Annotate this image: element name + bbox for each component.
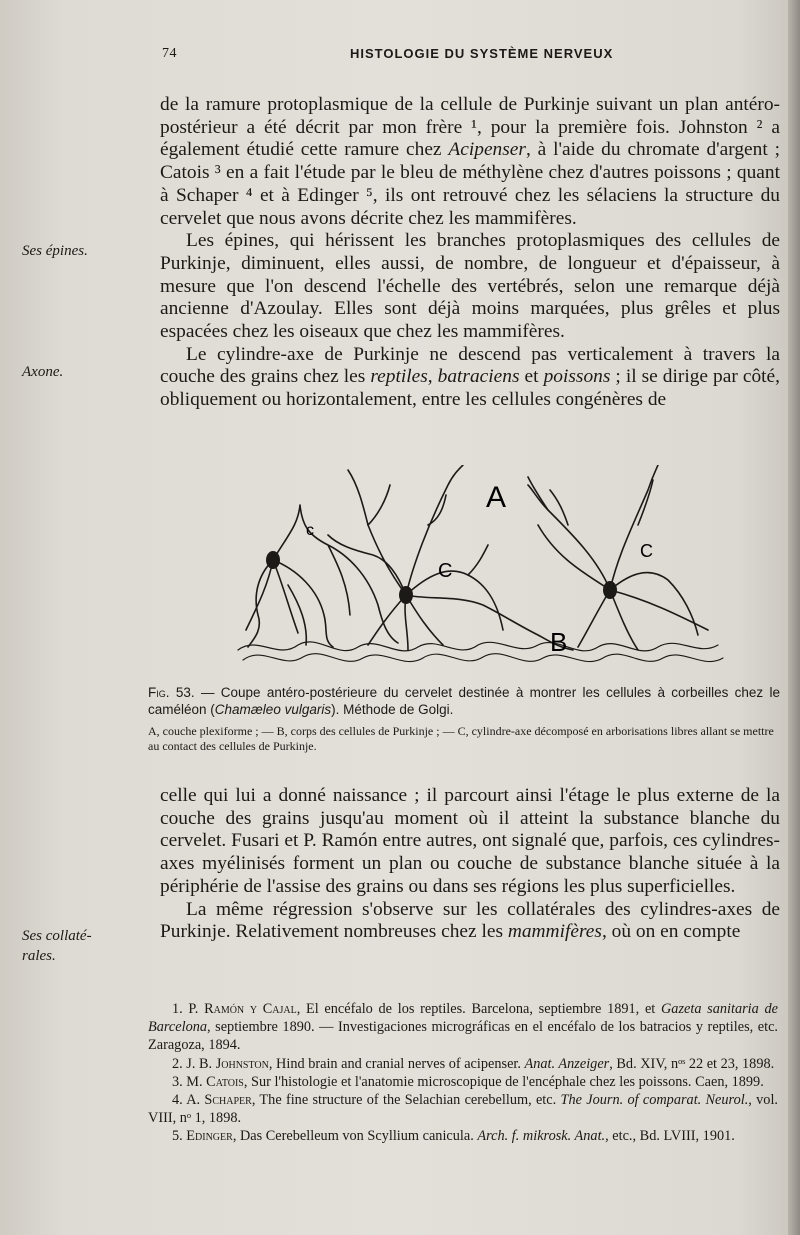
footnote-number: 3. M. <box>172 1073 207 1090</box>
top-text-block <box>160 94 780 412</box>
footnote-author: Johnston <box>215 1055 269 1072</box>
paragraph-cylindre-axe: celle qui lui a donné naissance ; il parcourt ainsi l'étage le plus externe de la couche des grains jusqu'au moment où il atteint la substance blanche du cervelet. Fusari et P. Ramón entre autres, ont signalé que, parfois, ces cylindres-axes myélinisés forment un plan ou couche de substance blanche située à la périphérie de l'assise des grains ou dans ses régions les plus superficielles. <box>160 785 780 897</box>
footnote-number: 2. J. B. <box>172 1055 216 1072</box>
text-run: ). Méthode de Golgi. <box>331 702 454 717</box>
footnote-author: Schaper <box>204 1092 252 1109</box>
page-header <box>0 46 800 68</box>
footnote-number: 4. A. <box>172 1092 205 1109</box>
margin-note-collaterales <box>22 926 132 966</box>
figure-number: Fig. 53. <box>148 685 195 700</box>
text-run: , septiembre 1890. — Investigaciones micrográficas en el encéfalo de los batracios y reptiles, etc. Zaragoza, 1894. <box>148 1019 778 1054</box>
figure-label-B: B <box>550 627 568 657</box>
figure-53-illustration <box>228 465 728 675</box>
paragraph-ramure <box>160 94 780 230</box>
book-spine-shadow <box>788 0 800 1235</box>
text-run: et <box>519 366 544 388</box>
purkinje-cells-drawing <box>228 465 728 675</box>
text-run: de la ramure protoplasmique de la cellule de Purkinje suivant un plan antéro-postérieur a été décrit par mon frère ¹, pour la première fois. Johnston ² a également étudié cette ramure chez <box>160 94 780 161</box>
footnote-2 <box>148 1055 778 1073</box>
text-run: , <box>427 366 438 388</box>
footnote-author: Ramón y Cajal <box>204 1001 297 1017</box>
text-run: , vol. VIII, nᵒ 1, 1898. <box>148 1092 779 1127</box>
bottom-text-block <box>160 785 780 944</box>
footnote-author: Edinger <box>186 1128 233 1145</box>
paragraph-collaterales <box>160 899 780 944</box>
italic-run: The Journ. of comparat. Neurol. <box>560 1092 749 1109</box>
italic-run: Anat. Anzeiger <box>524 1055 610 1072</box>
text-run: , Sur l'histologie et l'anatomie microscopique de l'encéphale chez les poissons. Caen, 1899. <box>243 1073 764 1090</box>
margin-note-collaterales-line2: rales. <box>22 948 56 964</box>
text-run: ; il se dirige par côté, obliquement ou horizontalement, entre les cellules congénères de <box>160 366 780 411</box>
margin-note-collaterales-line1: Ses collaté- <box>22 928 92 944</box>
margin-note-epines: Ses épines. <box>22 243 88 259</box>
italic-run: Gazeta sanitaria de Barcelona <box>148 1001 778 1036</box>
text-run: , Bd. XIV, nᵒˢ 22 et 23, 1898. <box>609 1055 775 1072</box>
italic-run: reptiles <box>370 366 428 388</box>
text-run: , etc., Bd. LVIII, 1901. <box>605 1128 735 1145</box>
figure-label-A: A <box>486 481 507 514</box>
footnote-1 <box>148 1000 778 1055</box>
italic-run: Acipenser <box>448 139 526 161</box>
footnotes <box>148 1000 778 1146</box>
text-run: , à l'aide du chromate d'argent ; Catois ³ en a fait l'étude par le bleu de méthylène chez d'autres poissons ; quant à Schaper ⁴ et à Edinger ⁵, ils ont retrouvé chez les sélaciens la structure du cervelet que nous avons décrite chez les mammifères. <box>160 139 780 229</box>
text-run: , où on en compte <box>601 921 741 943</box>
italic-run: Arch. f. mikrosk. Anat. <box>477 1128 606 1145</box>
page-number: 74 <box>162 46 177 61</box>
italic-run: batraciens <box>437 366 520 388</box>
footnote-number: 1. P. <box>172 1001 205 1017</box>
paragraph-axone <box>160 344 780 412</box>
footnote-3 <box>148 1073 778 1091</box>
footnote-author: Catois <box>206 1073 244 1090</box>
text-run: , Hind brain and cranial nerves of acipenser. <box>268 1055 525 1072</box>
text-run: — Coupe antéro-postérieure du cervelet destinée à montrer les cellules à corbeilles chez le caméléon ( <box>148 685 781 717</box>
footnote-number: 5. <box>172 1128 187 1145</box>
text-run: , The fine structure of the Selachian cerebellum, etc. <box>251 1092 561 1109</box>
figure-label-c-left: c <box>306 522 314 539</box>
figure-caption <box>148 684 780 754</box>
figure-label-C-right: C <box>640 541 653 561</box>
text-run: , El encéfalo de los reptiles. Barcelona, septiembre 1891, et <box>296 1001 661 1017</box>
italic-run: Chamæleo vulgaris <box>214 702 332 717</box>
caption-title <box>148 684 780 718</box>
caption-legend: A, couche plexiforme ; — B, corps des cellules de Purkinje ; — C, cylindre-axe décomposé en arborisations libres allant se mettre au contact des cellules de Purkinje. <box>148 724 774 753</box>
italic-run: mammifères <box>507 921 602 943</box>
running-head: HISTOLOGIE DU SYSTÈME NERVEUX <box>350 46 614 61</box>
figure-label-C-center: C <box>438 560 453 582</box>
paragraph-epines: Les épines, qui hérissent les branches protoplasmiques des cellules de Purkinje, diminuent, elles aussi, de nombre, de longueur et d'épaisseur, à mesure que l'on descend l'échelle des vertébrés, selon une remarque déjà ancienne d'Azoulay. Elles sont déjà moins marquées, plus grêles et plus espacées chez les oiseaux que chez les mammifères. <box>160 230 780 343</box>
margin-note-axone: Axone. <box>22 364 64 380</box>
text-run: La même régression s'observe sur les collatérales des cylindres-axes de Purkinje. Relativement nombreuses chez les <box>160 898 780 943</box>
text-run: Le cylindre-axe de Purkinje ne descend pas verticalement à travers la couche des grains chez les <box>160 343 780 388</box>
footnote-4 <box>148 1091 778 1127</box>
footnote-5 <box>148 1127 778 1145</box>
italic-run: poissons <box>543 366 611 388</box>
text-run: , Das Cerebelleum von Scyllium canicula. <box>232 1128 478 1145</box>
